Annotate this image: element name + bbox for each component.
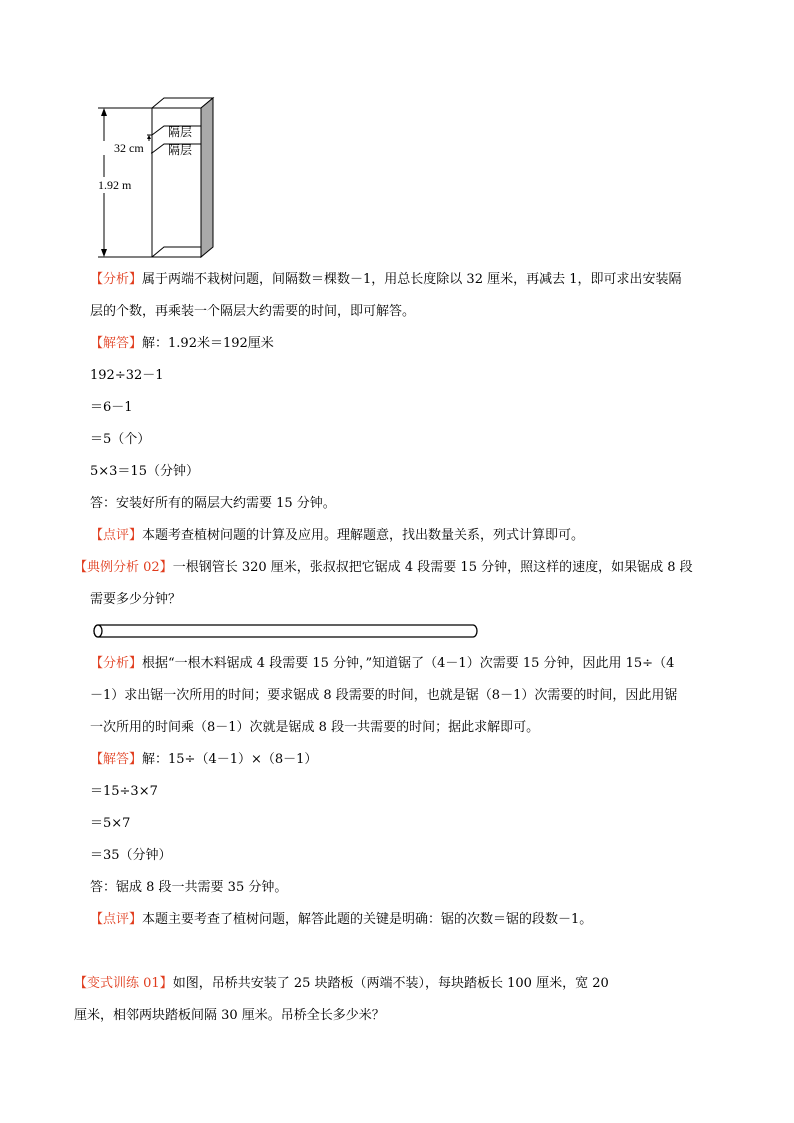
calc-step-4: 5×3＝15（分钟） bbox=[90, 464, 199, 479]
example-comment-line: 【点评】本题主要考查了植树问题，解答此题的关键是明确：锯的次数＝锯的段数－1。 bbox=[90, 912, 593, 927]
comment-line: 【点评】本题考查植树问题的计算及应用。理解题意，找出数量关系，列式计算即可。 bbox=[90, 528, 585, 543]
variant-question-line-2: 厘米，相邻两块踏板间隔 30 厘米。吊桥全长多少米？ bbox=[74, 1008, 385, 1023]
example-answer-line: 【解答】解：15÷（4－1）×（8－1） bbox=[90, 752, 318, 767]
example-question-line-2: 需要多少分钟？ bbox=[90, 592, 182, 607]
example-final-answer: 答：锯成 8 段一共需要 35 分钟。 bbox=[90, 880, 288, 895]
example-analysis-line-1: 【分析】根据“一根木料锯成 4 段需要 15 分钟，”知道锯了（4－1）次需要 15 分钟，因此用 15÷（4 bbox=[90, 656, 675, 671]
analysis-line-2: 层的个数，再乘装一个隔层大约需要的时间，即可解答。 bbox=[90, 304, 416, 319]
label-shelf-2: 隔层 bbox=[168, 143, 193, 157]
example-tag: 【典例分析 02】 bbox=[74, 560, 173, 575]
variant-tag: 【变式训练 01】 bbox=[74, 976, 173, 991]
final-answer: 答：安装好所有的隔层大约需要 15 分钟。 bbox=[90, 496, 336, 511]
variant-question-line-1: 【变式训练 01】如图，吊桥共安装了 25 块踏板（两端不装），每块踏板长 100 厘米，宽 20 bbox=[74, 976, 609, 991]
label-shelf-1: 隔层 bbox=[168, 125, 193, 139]
comment-tag: 【点评】 bbox=[90, 528, 143, 543]
calc-step-2: ＝6－1 bbox=[90, 400, 133, 415]
analysis-tag: 【分析】 bbox=[90, 272, 143, 287]
calc-step-3: ＝5（个） bbox=[90, 432, 151, 447]
steel-pipe-figure bbox=[90, 622, 485, 640]
example-analysis-tag: 【分析】 bbox=[90, 656, 143, 671]
example-question-line-1: 【典例分析 02】一根钢管长 320 厘米，张叔叔把它锯成 4 段需要 15 分钟，照这样的速度，如果锯成 8 段 bbox=[74, 560, 693, 575]
answer-line: 【解答】解：1.92米＝192厘米 bbox=[90, 336, 274, 351]
calc-step-1: 192÷32－1 bbox=[90, 368, 164, 383]
example-analysis-line-2: －1）求出锯一次所用的时间；要求锯成 8 段需要的时间，也就是锯（8－1）次需要的时间，因此用锯 bbox=[90, 688, 678, 703]
example-analysis-line-3: 一次所用的时间乘（8－1）次就是锯成 8 段一共需要的时间；据此求解即可。 bbox=[90, 720, 540, 735]
answer-tag: 【解答】 bbox=[90, 336, 143, 351]
example-calc-step-1: ＝15÷3×7 bbox=[90, 784, 158, 799]
analysis-line-1: 【分析】属于两端不栽树问题，间隔数＝棵数－1，用总长度除以 32 厘米，再减去 1，即可求出安装隔 bbox=[90, 272, 682, 287]
example-calc-step-2: ＝5×7 bbox=[90, 816, 131, 831]
label-32cm: 32 cm bbox=[114, 141, 144, 155]
example-comment-tag: 【点评】 bbox=[90, 912, 143, 927]
example-answer-tag: 【解答】 bbox=[90, 752, 143, 767]
cabinet-figure bbox=[95, 95, 235, 265]
example-calc-step-3: ＝35（分钟） bbox=[90, 848, 172, 863]
label-192m: 1.92 m bbox=[98, 178, 132, 192]
